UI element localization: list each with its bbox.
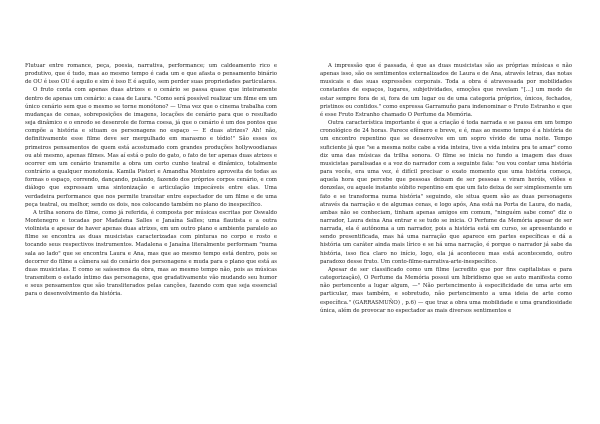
paragraph: O fruto conta com apenas duas atrizes e o cenário se passa quase que inteiramente dentro de apenas um cenário: a casa de Laura. "Como será possível realizar um filme em um único cenário sem que o mesmo se torne monótono? — Uma vez que o cinema trabalha com mudanças de cenas, sobreposições de imagens, locações de cenário para que o resultado seja dinâmico e o enredo se desenrole de forma coesa, já que o cenário é um dos pontos que compõe a história e situam os personagens no espaço — E duas atrizes? Ah! não, definitivamente esse filme deve ser mergulhado em marasmo e tédio!" São esses os primeiros pensamentos de quem está acostumado com grandes produções hollywoodianas ou até mesmo, apenas filmes. Mas aí está o pulo do gato, o fato de ter apenas duas atrizes e ocorrer em um cenário transmite a obra um certo cunho teatral e dinâmico, totalmente contrário a qualquer monotonia. Kamila Pistori e Amandha Monteiro aproveita de todas as formas o espaço, correndo, dançando, pulando, fazendo dos próprios corpos cenário, e com diálogo que expressam uma sintonização e articulação impecáveis entre elas. Uma verdadeira performance que nos permite transitar entre espectador de um filme e de uma peça teatral, ou melhor, sendo os dois, nos colocando também no plano do inespecífico. bbox=[25, 87, 277, 208]
paragraph: Outra característica importante é que a criação é toda narrada e se passa em um tempo cronológico de 24 horas. Parece efêmero e breve, e é, mas ao mesmo tempo é a história de um encontro repentino que se desenvolve em um sopro vívido de uma noite. Tempo suficiente já que "se a mesma noite cabe a vida inteira, tive a vida inteira pra te amar" como diz uma das músicas da trilha sonora. O filme se inicia no fundo a imagem das duas musicistas paralisadas e a voz do narrador com a seguinte fala: "ou vou contar uma história para vocês, era uma vez, é difícil precisar o exato momento que uma história começa, aquela hora que percebe que pessoas deixam de ser pessoas e viram heróis, vilões e donzelas, ou aquele instante súbito repentino em que um fato deixa de ser simplesmente um fato e se transforma numa história" seguindo, ele situa quem são as duas personagens através da narração e de algumas cenas, e logo após, Ana está na Porta de Laura, do nada, ambas não se conheciam, tinham apenas amigos em comum, "ninguém sabe como" diz o narrador, Laura deixa Ana entrar e se tudo se inicia. O Perfume da Memória apesar de ser narrada, ela é autônoma a um narrador, pois a história está em curso, se apresentando e sendo presentificada, mas há uma narração que aparece em partes específicas e dá a história um caráter ainda mais lírico e se há uma narração, é porque o narrador já sabe da história, isso fica claro no início, logo, ela já aconteceu mas está acontecendo, outro paradoxo desse fruto. Um conto-filme-narrativa-arte-inespecífico. bbox=[320, 120, 572, 265]
left-page bbox=[25, 62, 277, 299]
paragraph: Apesar de ser classificado como um filme (acredito que por fins capitalistas e para categorização), O Perfume da Memória possui um hibridismo que se auto manifesta como não pertencente a lugar algum, —" Não pertencimento à especificidade de uma arte em particular, mas também, e sobretudo, não pertencimento a uma ideia de arte como específica." (GARRASMUÑO) , p.6) — que traz a obra uma mobilidade e uma grandiosidade única, além de provocar no espectador as mais diversos sentimentos e bbox=[320, 266, 572, 314]
paragraph: A trilha sonora do filme, como já referida, é composta por músicas escritas por Oswaldo Montenegro e tocadas por Madalena Salles e Janaína Salles; uma flautista e a outra violinista e apesar de haver apenas duas atrizes, em um outro plano e ambiente paralelo ao filme se encontra as duas musicistas caracterizadas com pinturas no corpo e rosto e tocando seus respectivos instrumentos. Madalena e Janaína literalmente performam "numa sala ao lado" que se encontra Laura e Ana, mas que ao mesmo tempo está dentro, pois se decorrer do filme a câmera sai do cenário dos personagens e muda para o plano que está as duas musicistas. E como se saíssemos da obra, mas ao mesmo tempo não, pois as músicas transmitem o estado íntimo das personagens, que gradativamente vão mudando seu humor e seus pensamentos que são transliterados pelas canções, fazendo com que seja essencial para o desenvolvimento da história. bbox=[25, 209, 277, 298]
paragraph: Flutuar entre romance, peça, poesia, narrativa, performance; um caldeamento rico e produtivo, que é tudo, mas ao mesmo tempo é cada um e que afasta o pensamento binário de OU é isso OU é aquilo e sim é isso E é aquilo, sem perder suas propriedades particulares. bbox=[25, 63, 277, 86]
paragraph: A impressão que é passada, é que as duas musicistas são as próprias músicas e não apenas isso, são os sentimentos externalizados de Laura e de Ana, através letras, das notas musicais e das suas expressões corporais. Toda a obra é atravessada por mobilidades constantes de espaços, lugares, subjetividades, emoções que revelam "[...] um modo de estar sempre fora de si, fora de um lugar ou de uma categoria próprios, únicos, fechados, pristinos ou contidos." como expressa Garramuño para indenominar o Fruto Estranho e que é esse Fruto Estranho chamado O Perfume da Memória. bbox=[320, 63, 572, 118]
right-page bbox=[320, 62, 572, 315]
